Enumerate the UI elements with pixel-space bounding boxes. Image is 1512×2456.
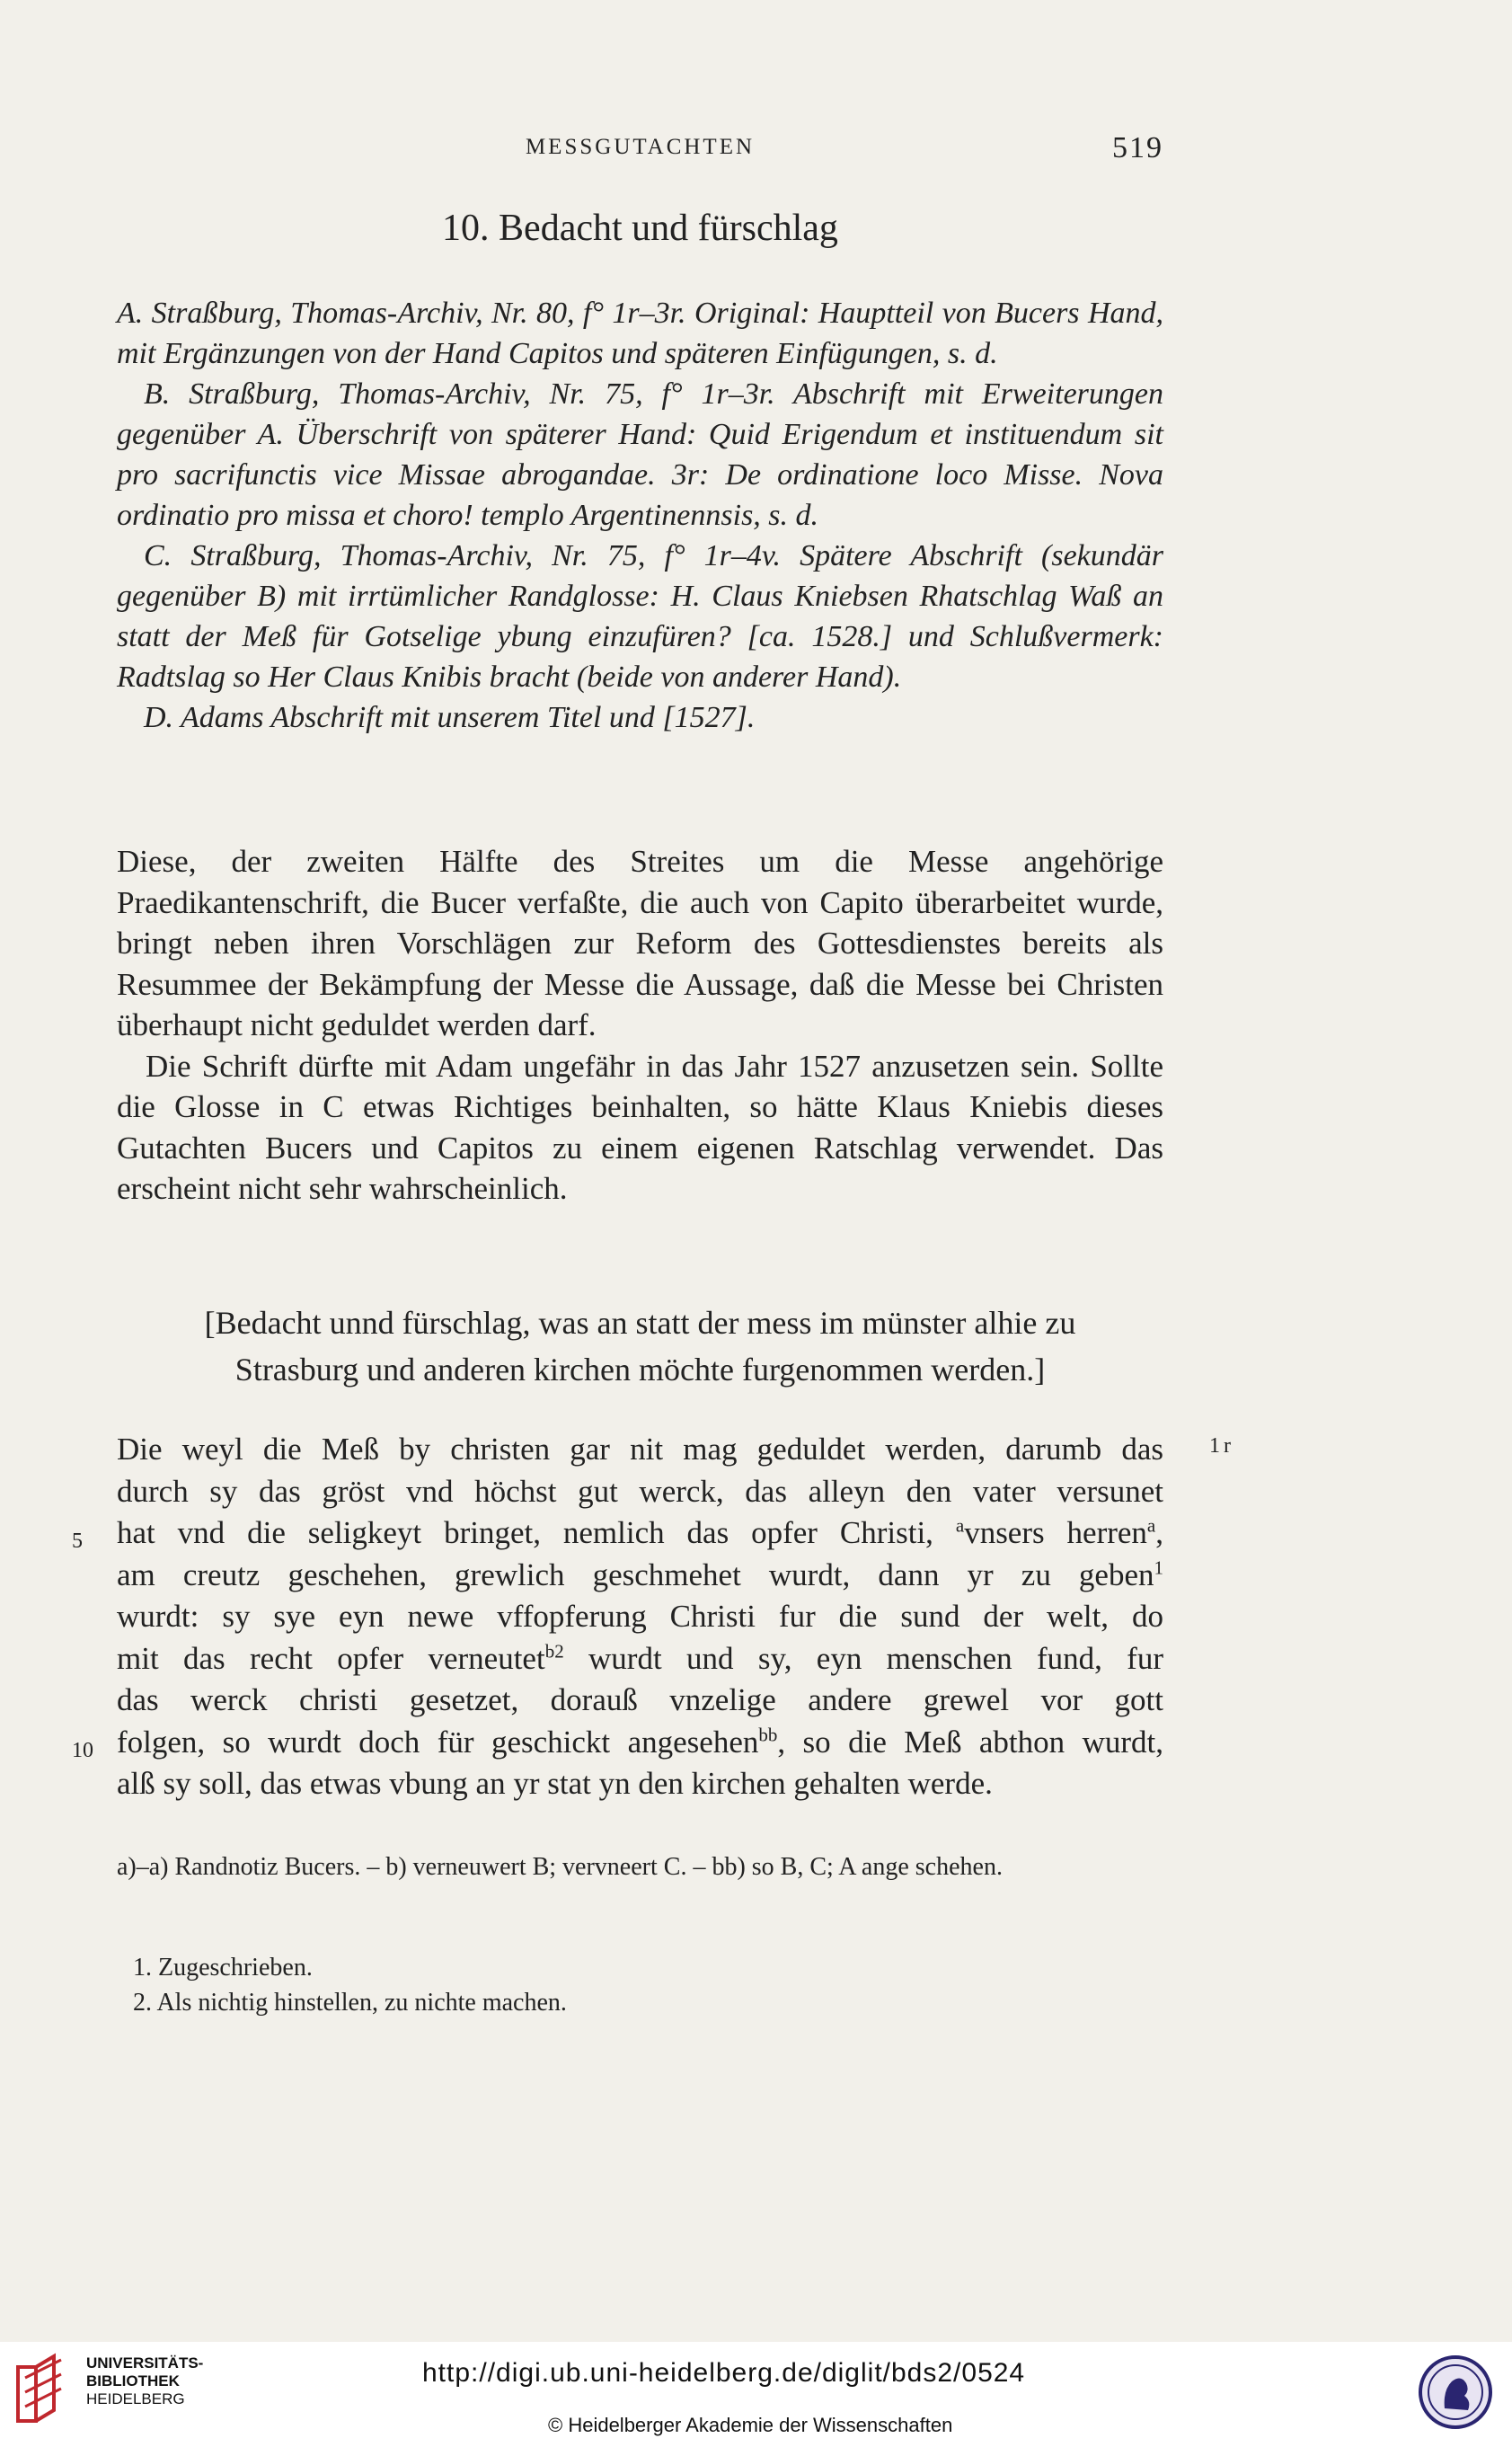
- text-line: Die weyl die Meß by christen gar nit mag geduldet werden, darumb das: [117, 1432, 1163, 1467]
- introduction: [117, 841, 1163, 1210]
- source-title-line: [Bedacht unnd fürschlag, was an statt der mess im münster alhie zu: [204, 1305, 1076, 1341]
- text-segment: , so die Meß abthon wurdt,: [777, 1724, 1164, 1760]
- running-head: MESSGUTACHTEN: [525, 135, 756, 159]
- text-segment: wurdt und sy, eyn menschen fund, fur: [563, 1640, 1163, 1676]
- footnote: 1. Zugeschrieben.: [133, 1954, 313, 1982]
- academy-seal-icon: [1418, 2354, 1493, 2430]
- source-a: A. Straßburg, Thomas-Archiv, Nr. 80, f° 1r–3r. Original: Hauptteil von Bucers Hand, mit Ergänzungen von der Hand Capitos und späteren Einfügungen, s. d.: [117, 297, 1163, 370]
- apparatus-mark: b: [544, 1639, 555, 1662]
- copyright-notice: © Heidelberger Akademie der Wissenschaften: [548, 2414, 953, 2436]
- apparatus-mark: a: [955, 1514, 965, 1537]
- intro-paragraph: Diese, der zweiten Hälfte des Streites um die Messe angehörige Praedikantenschrift, die Bucer verfaßte, die auch von Capito überarbeitet wurde, bringt neben ihren Vorschlägen zur Reform des Gottesdienstes bereits als Resummee der Bekämpfung der Messe die Aussage, daß die Messe bei Christen überhaupt nicht geduldet werden darf.: [117, 844, 1163, 1042]
- text-segment: folgen, so wurdt doch für geschickt angesehen: [117, 1724, 759, 1760]
- apparatus-mark: bb: [758, 1723, 778, 1745]
- text-segment: mit das recht opfer verneutet: [117, 1640, 545, 1676]
- page-header: [117, 131, 1163, 171]
- text-line: [117, 1722, 1163, 1764]
- text-line: das werck christi gesetzet, dorauß vnzelige andere grewel vor gott: [117, 1682, 1163, 1717]
- apparatus-text: a)–a) Randnotiz Bucers. – b) verneuwert B; vervneert C. – bb) so B, C; A ange schehen.: [117, 1853, 1003, 1881]
- digitization-footer: [0, 2342, 1512, 2456]
- library-name: [86, 2354, 203, 2408]
- footnote-mark: 2: [554, 1639, 564, 1662]
- footnote-mark: 1: [1154, 1556, 1163, 1578]
- text-line: [117, 1555, 1163, 1597]
- text-line: durch sy das gröst vnd höchst gut werck, das alleyn den vater versunet: [117, 1473, 1163, 1509]
- source-b: B. Straßburg, Thomas-Archiv, Nr. 75, f° 1r–3r. Abschrift mit Erweiterungen gegenüber A. Überschrift von späterer Hand: Quid Erigendum et instituendum sit pro sacrifunctis vice Missae abrogandae. 3r: De ordinatione loco Misse. Nova ordinatio pro missa et choro! templo Argentinennsis, s. d.: [117, 377, 1163, 532]
- line-number: 10: [72, 1739, 93, 1762]
- text-segment: ,: [1155, 1515, 1163, 1550]
- text-segment: hat vnd die seligkeyt bringet, nemlich das opfer Christi,: [117, 1515, 956, 1550]
- text-segment: vnsers herren: [964, 1515, 1147, 1550]
- critical-apparatus: [117, 1849, 1163, 1884]
- source-description: [117, 293, 1163, 738]
- permalink-url[interactable]: http://digi.ub.uni-heidelberg.de/diglit/bds2/0524: [422, 2358, 1026, 2388]
- source-title: [117, 1299, 1163, 1393]
- text-segment: am creutz geschehen, grewlich geschmehet wurdt, dann yr zu geben: [117, 1556, 1154, 1592]
- text-line: wurdt: sy sye eyn newe vffopferung Christi fur die sund der welt, do: [117, 1599, 1163, 1634]
- intro-paragraph: Die Schrift dürfte mit Adam ungefähr in das Jahr 1527 anzusetzen sein. Sollte die Glosse in C etwas Richtiges beinhalten, so hätte Klaus Kniebis dieses Gutachten Bucers und Capitos zu einem eigenen Ratschlag verwendet. Das erscheint nicht sehr wahrscheinlich.: [117, 1048, 1163, 1206]
- text-line: alß sy soll, das etwas vbung an yr stat yn den kirchen gehalten werde.: [117, 1766, 993, 1801]
- source-d: D. Adams Abschrift mit unserem Titel und [1527].: [144, 701, 756, 734]
- library-name-line: HEIDELBERG: [86, 2390, 185, 2407]
- line-number: 5: [72, 1529, 83, 1553]
- source-title-line: Strasburg und anderen kirchen möchte furgenommen werden.]: [234, 1352, 1046, 1388]
- library-logo-icon[interactable]: [14, 2353, 70, 2428]
- library-name-line: UNIVERSITÄTS-: [86, 2354, 204, 2372]
- page-number: 519: [1112, 131, 1163, 164]
- apparatus-mark: a: [1146, 1514, 1156, 1537]
- document-title: 10. Bedacht und fürschlag: [442, 208, 838, 249]
- library-name-line: BIBLIOTHEK: [86, 2372, 180, 2390]
- source-c: C. Straßburg, Thomas-Archiv, Nr. 75, f° 1r–4v. Spätere Abschrift (sekundär gegenüber B) mit irrtümlicher Randglosse: H. Claus Kniebsen Rhatschlag Waß an statt der Meß für Gotselige ybung einzufüren? [ca. 1528.] und Schlußvermerk: Radtslag so Her Claus Knibis bracht (beide von anderer Hand).: [117, 539, 1163, 694]
- source-text: [117, 1429, 1163, 1805]
- text-line: [117, 1512, 1163, 1555]
- text-line: [117, 1638, 1163, 1680]
- footnote: 2. Als nichtig hinstellen, zu nichte machen.: [133, 1989, 567, 2017]
- folio-marker: 1r: [1209, 1434, 1234, 1458]
- footnotes: [133, 1950, 1121, 2020]
